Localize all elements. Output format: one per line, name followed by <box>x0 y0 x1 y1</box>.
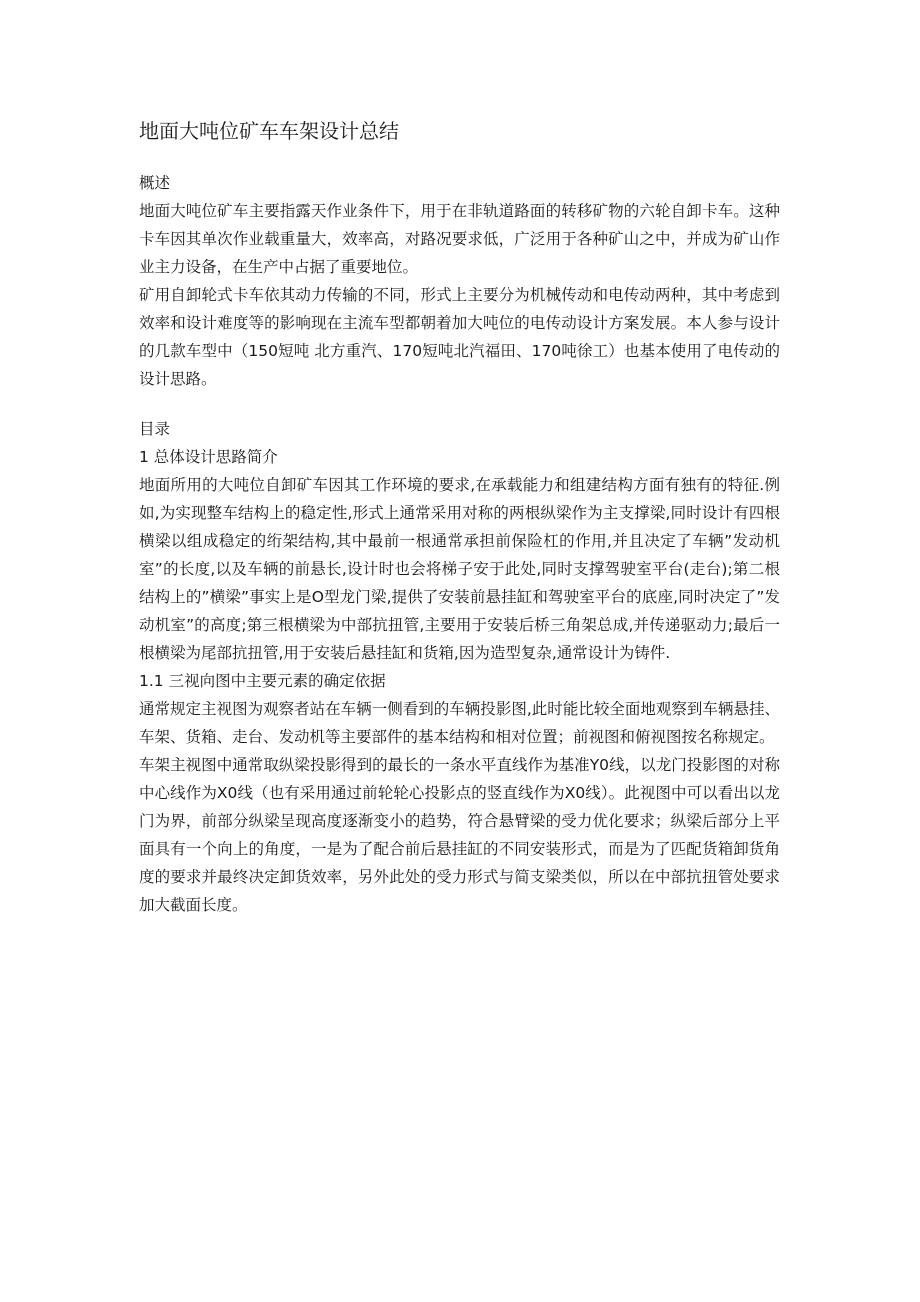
section-1-1-paragraph-1: 通常规定主视图为观察者站在车辆一侧看到的车辆投影图,此时能比较全面地观察到车辆悬挂、车架、货箱、走台、发动机等主要部件的基本结构和相对位置；前视图和俯视图按名称规定。 <box>139 700 780 746</box>
section-spacer <box>139 393 780 415</box>
overview-paragraph-2: 矿用自卸轮式卡车依其动力传输的不同，形式上主要分为机械传动和电传动两种，其中考虑到效率和设计难度等的影响现在主流车型都朝着加大吨位的电传动设计方案发展。本人参与设计的几款车型中（150短吨 北方重汽、170短吨北汽福田、170吨徐工）也基本使用了电传动的设计思路。 <box>139 286 780 388</box>
overview-paragraph-1: 地面大吨位矿车主要指露天作业条件下，用于在非轨道路面的转移矿物的六轮自卸卡车。这种卡车因其单次作业载重量大，效率高，对路况要求低，广泛用于各种矿山之中，并成为矿山作业主力设备，在生产中占据了重要地位。 <box>139 202 780 276</box>
section-1-1-heading: 1.1 三视向图中主要元素的确定依据 <box>139 672 386 690</box>
document-body <box>139 115 780 919</box>
section-1-paragraph: 地面所用的大吨位自卸矿车因其工作环境的要求,在承载能力和组建结构方面有独有的特征.例如,为实现整车结构上的稳定性,形式上通常采用对称的两根纵梁作为主支撑梁,同时设计有四根横梁以组成稳定的绗架结构,其中最前一根通常承担前保险杠的作用,并且决定了车辆”发动机室”的长度,以及车辆的前悬长,设计时也会将梯子安于此处,同时支撑驾驶室平台(走台);第二根结构上的”横梁”事实上是O型龙门梁,提供了安装前悬挂缸和驾驶室平台的底座,同时决定了”发动机室”的高度;第三根横梁为中部抗扭管,主要用于安装后桥三角架总成,并传递驱动力;最后一根横梁为尾部抗扭管,用于安装后悬挂缸和货箱,因为造型复杂,通常设计为铸件. <box>139 476 780 662</box>
section-1-1-paragraph-2: 车架主视图中通常取纵梁投影得到的最长的一条水平直线作为基准Y0线，以龙门投影图的对称中心线作为X0线（也有采用通过前轮轮心投影点的竖直线作为X0线）。此视图中可以看出以龙门为界，前部分纵梁呈现高度逐渐变小的趋势，符合悬臂梁的受力优化要求；纵梁后部分上平面具有一个向上的角度，一是为了配合前后悬挂缸的不同安装形式，而是为了匹配货箱卸货角度的要求并最终决定卸货效率，另外此处的受力形式与简支梁类似，所以在中部抗扭管处要求加大截面长度。 <box>139 756 780 914</box>
overview-heading: 概述 <box>139 174 171 192</box>
toc-heading: 目录 <box>139 420 171 438</box>
section-1-heading: 1 总体设计思路简介 <box>139 448 278 466</box>
document-title: 地面大吨位矿车车架设计总结 <box>139 119 399 143</box>
